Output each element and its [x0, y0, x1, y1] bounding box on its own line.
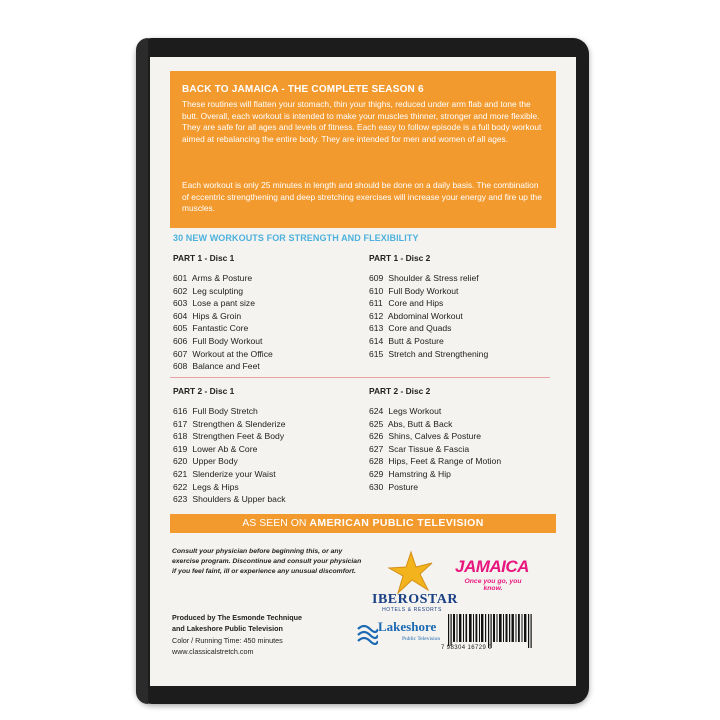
- producer-info: [172, 612, 372, 657]
- list-item: 605 Fantastic Core: [173, 323, 249, 334]
- disc-title: PART 2 - Disc 2: [369, 386, 431, 396]
- list-item: 628 Hips, Feet & Range of Motion: [369, 456, 502, 467]
- lakeshore-name: Lakeshore: [378, 619, 437, 634]
- workouts-heading: 30 NEW WORKOUTS FOR STRENGTH AND FLEXIBILITY: [173, 233, 419, 243]
- list-item: 601 Arms & Posture: [173, 273, 253, 283]
- description-paragraph-2: Each workout is only 25 minutes in length and should be done on a daily basis. The combination of eccentric strengthening and deep stretching exercises will increase your energy and fire up the muscles.: [182, 180, 542, 214]
- producer-line-2: and Lakeshore Public Television: [172, 624, 283, 634]
- list-item: 608 Balance and Feet: [173, 361, 260, 372]
- disc-title: PART 1 - Disc 1: [173, 253, 235, 263]
- list-item: 611 Core and Hips: [369, 298, 444, 309]
- list-item: 604 Hips & Groin: [173, 310, 242, 321]
- list-item: 621 Slenderize your Waist: [173, 468, 276, 479]
- list-item: 607 Workout at the Office: [173, 348, 273, 359]
- list-item: 612 Abdominal Workout: [369, 310, 463, 321]
- starfish-icon: [376, 550, 446, 596]
- description-box: [170, 71, 556, 228]
- jamaica-logo: JAMAICA: [455, 557, 529, 576]
- lakeshore-subtitle: Public Television: [402, 636, 441, 642]
- list-item: 615 Stretch and Strengthening: [369, 348, 489, 359]
- barcode-digits: 7 98304 16729 0: [441, 645, 493, 651]
- health-warning: Consult your physician before beginning this, or any exercise program. Discontinue and consult your physician if you feel faint, ill or experience any unusual discomfort.: [172, 548, 362, 575]
- workout-list-part1-disc1: [173, 253, 273, 373]
- list-item: 623 Shoulders & Upper back: [173, 494, 286, 505]
- iberostar-name: IBEROSTAR: [372, 592, 458, 607]
- section-divider: [170, 377, 550, 378]
- producer-line-1: Produced by The Esmonde Technique: [172, 613, 303, 622]
- disc-title: PART 1 - Disc 2: [369, 253, 431, 263]
- banner-prefix: AS SEEN ON: [242, 517, 310, 529]
- list-item: 620 Upper Body: [173, 456, 238, 467]
- list-item: 627 Scar Tissue & Fascia: [369, 443, 470, 454]
- list-item: 610 Full Body Workout: [369, 285, 459, 296]
- list-item: 618 Strengthen Feet & Body: [173, 431, 285, 442]
- list-item: 619 Lower Ab & Core: [173, 443, 258, 454]
- jamaica-tagline: Once you go, you know.: [464, 578, 522, 592]
- running-time: Color / Running Time: 450 minutes: [172, 635, 283, 645]
- as-seen-on-banner: [170, 514, 556, 533]
- list-item: 630 Posture: [369, 481, 419, 492]
- list-item: 626 Shins, Calves & Posture: [369, 431, 482, 442]
- dvd-case-spine: [136, 38, 148, 704]
- list-item: 629 Hamstring & Hip: [369, 468, 451, 479]
- list-item: 624 Legs Workout: [369, 406, 442, 416]
- list-item: 609 Shoulder & Stress relief: [369, 273, 479, 283]
- list-item: 606 Full Body Workout: [173, 335, 263, 346]
- disc-title: PART 2 - Disc 1: [173, 386, 235, 396]
- lakeshore-wave-icon: [356, 617, 378, 645]
- list-item: 603 Lose a pant size: [173, 298, 255, 309]
- list-item: 614 Butt & Posture: [369, 335, 444, 346]
- list-item: 613 Core and Quads: [369, 323, 452, 334]
- description-title: BACK TO JAMAICA - THE COMPLETE SEASON 6: [182, 84, 424, 95]
- description-paragraph-1: These routines will flatten your stomach, thin your thighs, reduced under arm flab and tone the butt. Overall, each workout is intended to make your muscles thinner, stronger and more flexible. They are safe for all ages and levels of fitness. Each easy to follow episode is a full body workout aimed at rebalancing the entire body. They are intended for men and women of all ages.: [182, 99, 542, 145]
- list-item: 616 Full Body Stretch: [173, 406, 258, 416]
- workout-list-part1-disc2: [369, 253, 488, 360]
- list-item: 622 Legs & Hips: [173, 481, 239, 492]
- list-item: 625 Abs, Butt & Back: [369, 418, 453, 429]
- iberostar-subtitle: HOTELS & RESORTS: [382, 607, 442, 613]
- workout-list-part2-disc2: [369, 386, 501, 493]
- website-url: www.classicalstretch.com: [172, 646, 254, 656]
- list-item: 602 Leg sculpting: [173, 285, 244, 296]
- workout-list-part2-disc1: [173, 386, 286, 506]
- banner-emphasis: AMERICAN PUBLIC TELEVISION: [309, 517, 484, 529]
- list-item: 617 Strengthen & Slenderize: [173, 418, 286, 429]
